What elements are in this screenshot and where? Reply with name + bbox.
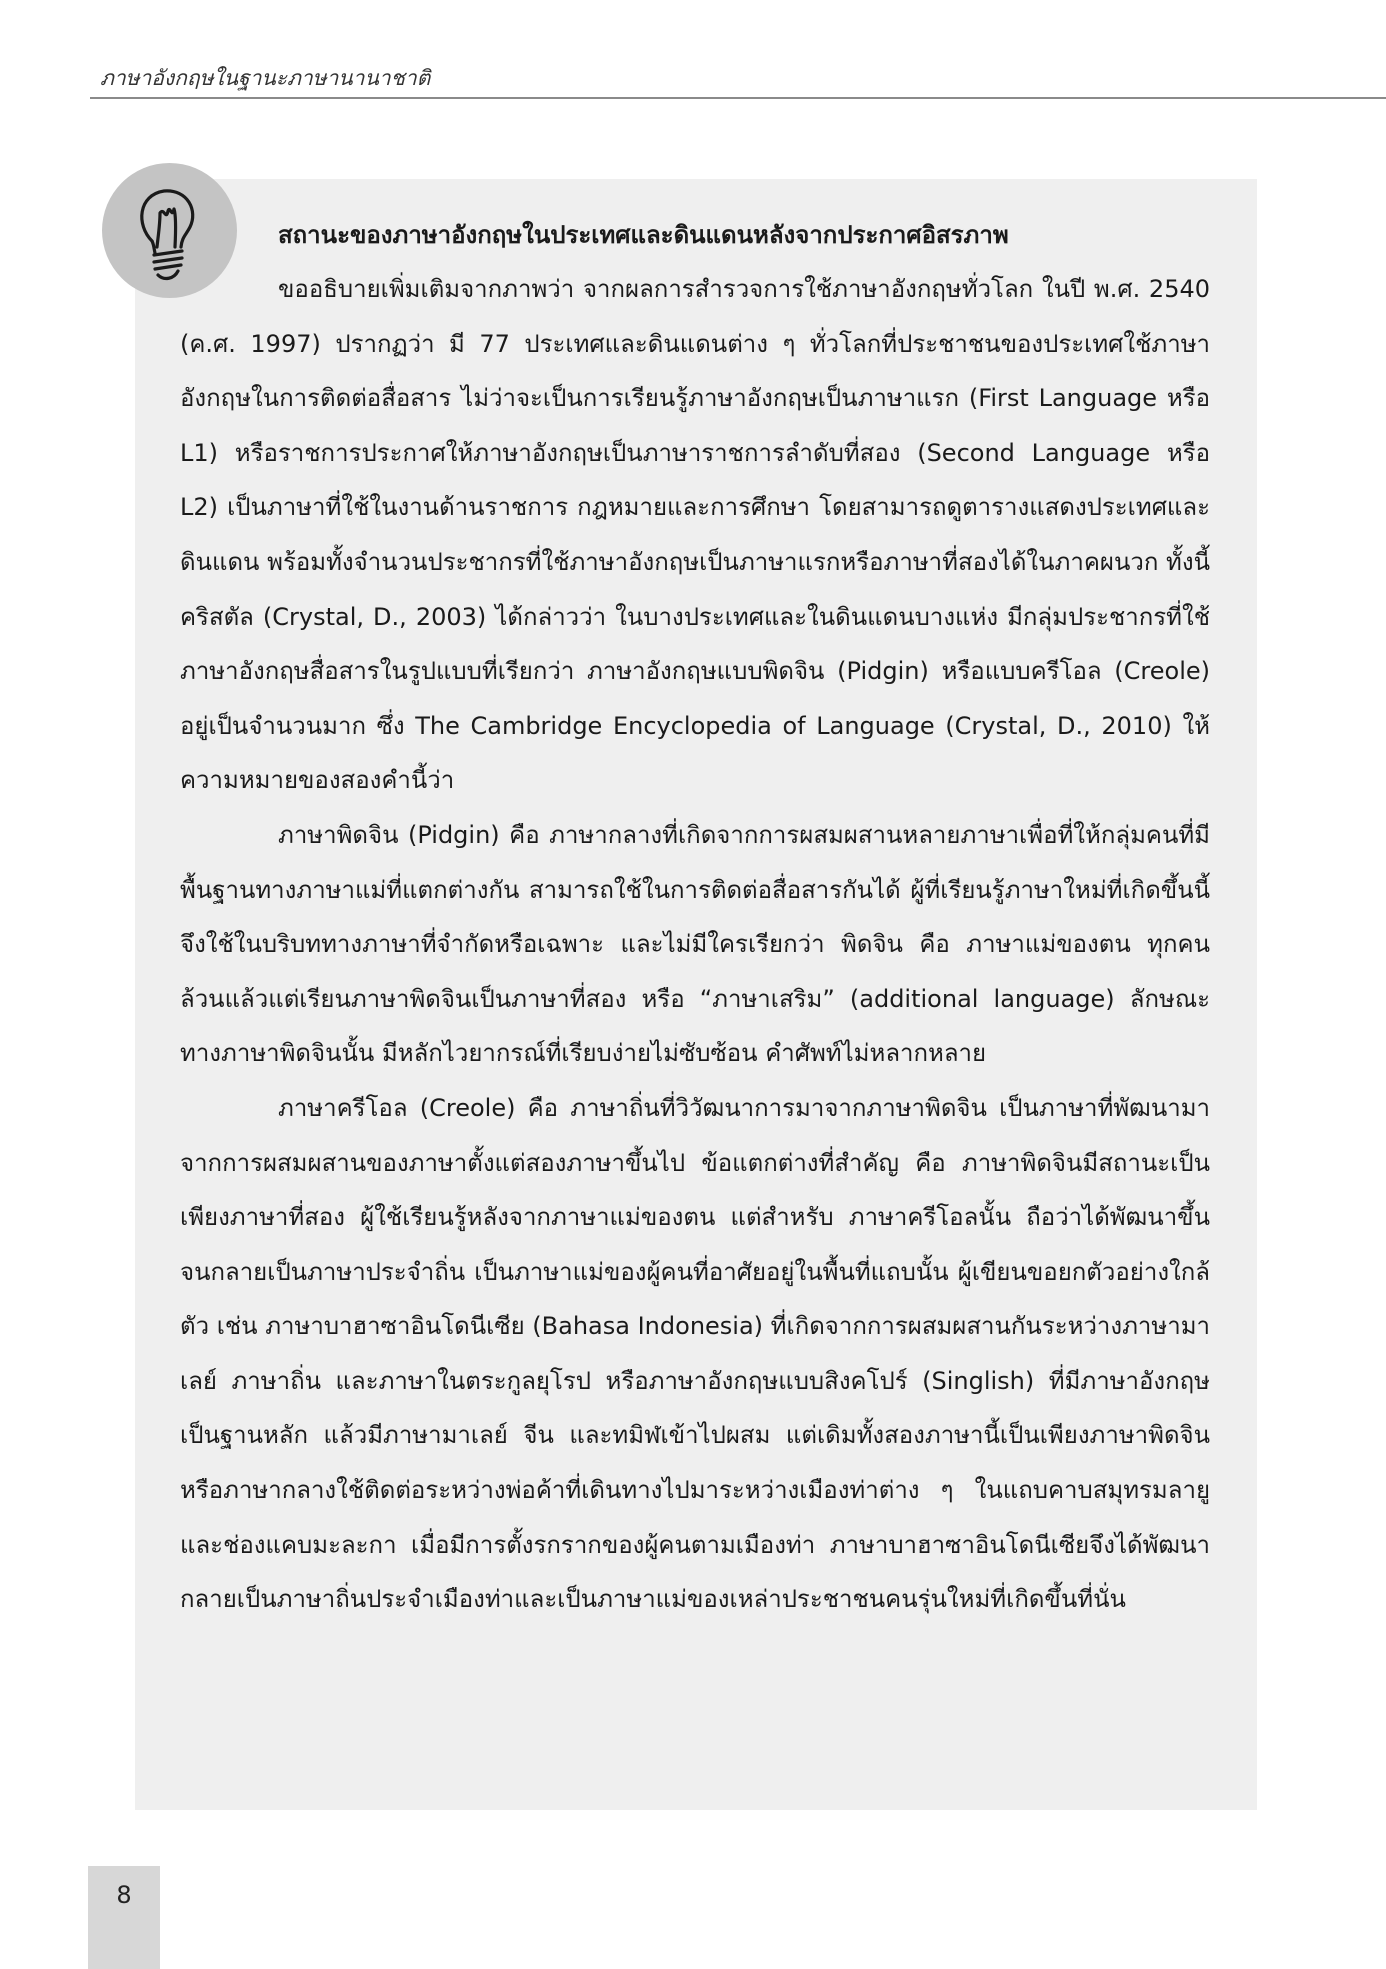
- page-number: 8: [116, 1881, 132, 1909]
- header-divider: [90, 97, 1386, 99]
- paragraph-creole: ภาษาครีโอล (Creole) คือ ภาษาถิ่นที่วิวัฒนาการมาจากภาษาพิดจิน เป็นภาษาที่พัฒนามาจากการผสมผสานของภาษาตั้งแต่สองภาษาขึ้นไป ข้อแตกต่างที่สำคัญ คือ ภาษาพิดจินมีสถานะเป็นเพียงภาษาที่สอง ผู้ใช้เรียนรู้หลังจากภาษาแม่ของตน แต่สำหรับ ภาษาครีโอลนั้น ถือว่าได้พัฒนาขึ้นจนกลายเป็นภาษาประจำถิ่น เป็นภาษาแม่ของผู้คนที่อาศัยอยู่ในพื้นที่แถบนั้น ผู้เขียนขอยกตัวอย่างใกล้ตัว เช่น ภาษาบาฮาซาอินโดนีเซีย (Bahasa Indonesia) ที่เกิดจากการผสมผสานกันระหว่างภาษามาเลย์ ภาษาถิ่น และภาษาในตระกูลยุโรป หรือภาษาอังกฤษแบบสิงคโปร์ (Singlish) ที่มีภาษาอังกฤษเป็นฐานหลัก แล้วมีภาษามาเลย์ จีน และทมิฬเข้าไปผสม แต่เดิมทั้งสองภาษานี้เป็นเพียงภาษาพิดจิน หรือภาษากลางใช้ติดต่อระหว่างพ่อค้าที่เดินทางไปมาระหว่างเมืองท่าต่าง ๆ ในแถบคาบสมุทรมลายูและช่องแคบมะละกา เมื่อมีการตั้งรกรากของผู้คนตามเมืองท่า ภาษาบาฮาซาอินโดนีเซียจึงได้พัฒนา กลายเป็นภาษาถิ่นประจำเมืองท่าและเป็นภาษาแม่ของเหล่าประชาชนคนรุ่นใหม่ที่เกิดขึ้นที่นั่น: [180, 1093, 1210, 1614]
- paragraph-pidgin: ภาษาพิดจิน (Pidgin) คือ ภาษากลางที่เกิดจากการผสมผสานหลายภาษาเพื่อที่ให้กลุ่มคนที่มีพื้นฐานทางภาษาแม่ที่แตกต่างกัน สามารถใช้ในการติดต่อสื่อสารกันได้ ผู้ที่เรียนรู้ภาษาใหม่ที่เกิดขึ้นนี้ จึงใช้ในบริบททางภาษาที่จำกัดหรือเฉพาะ และไม่มีใครเรียกว่า พิดจิน คือ ภาษาแม่ของตน ทุกคนล้วนแล้วแต่เรียนภาษาพิดจินเป็นภาษาที่สอง หรือ “ภาษาเสริม” (additional language) ลักษณะทางภาษาพิดจินนั้น มีหลักไวยากรณ์ที่เรียบง่ายไม่ซับซ้อน คำศัพท์ไม่หลากหลาย: [180, 820, 1210, 1068]
- paragraph-intro: ขออธิบายเพิ่มเติมจากภาพว่า จากผลการสำรวจการใช้ภาษาอังกฤษทั่วโลก ในปี พ.ศ. 2540 (ค.ศ. 1997) ปรากฏว่า มี 77 ประเทศและดินแดนต่าง ๆ ทั่วโลกที่ประชาชนของประเทศใช้ภาษาอังกฤษในการติดต่อสื่อสาร ไม่ว่าจะเป็นการเรียนรู้ภาษาอังกฤษเป็นภาษาแรก (First Language หรือ L1) หรือราชการประกาศให้ภาษาอังกฤษเป็นภาษาราชการลำดับที่สอง (Second Language หรือ L2) เป็นภาษาที่ใช้ในงานด้านราชการ กฎหมายและการศึกษา โดยสามารถดูตารางแสดงประเทศและดินแดน พร้อมทั้งจำนวนประชากรที่ใช้ภาษาอังกฤษเป็นภาษาแรกหรือภาษาที่สองได้ในภาคผนวก ทั้งนี้ คริสตัล (Crystal, D., 2003) ได้กล่าวว่า ในบางประเทศและในดินแดนบางแห่ง มีกลุ่มประชากรที่ใช้ภาษาอังกฤษสื่อสารในรูปแบบที่เรียกว่า ภาษาอังกฤษแบบพิดจิน (Pidgin) หรือแบบครีโอล (Creole) อยู่เป็นจำนวนมาก ซึ่ง The Cambridge Encyclopedia of Language (Crystal, D., 2010) ให้ความหมายของสองคำนี้ว่า: [180, 275, 1210, 795]
- page-number-tab: [88, 1866, 160, 1969]
- callout-content: [180, 208, 1210, 1627]
- callout-title: สถานะของภาษาอังกฤษในประเทศและดินแดนหลังจากประกาศอิสรภาพ: [278, 221, 1009, 249]
- running-header-title: ภาษาอังกฤษในฐานะภาษานานาชาติ: [100, 66, 431, 90]
